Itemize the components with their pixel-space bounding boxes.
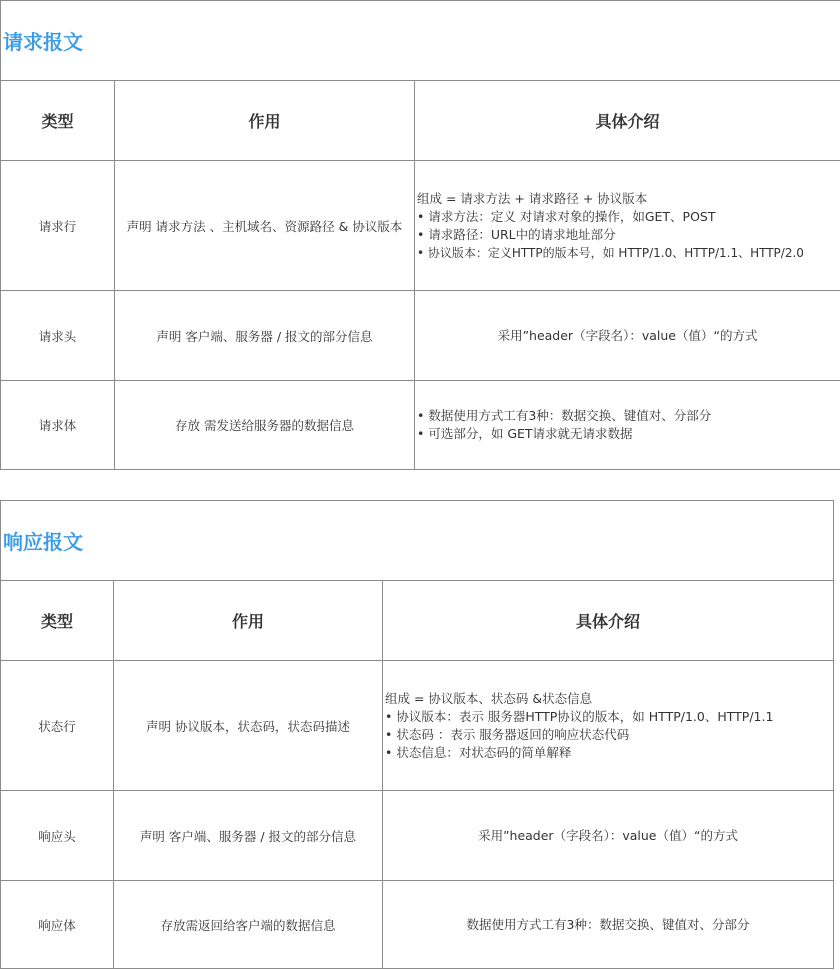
- detail-line: • 请求路径：URL中的请求地址部分: [417, 226, 616, 242]
- row-type-cell: 响应体: [1, 881, 114, 969]
- row-details-cell: [415, 381, 840, 470]
- detail-line: 组成 = 请求方法 + 请求路径 + 协议版本: [417, 190, 648, 206]
- detail-line: 采用”header（字段名）：value（值）“的方式: [478, 827, 738, 843]
- table-title: 响应报文: [3, 530, 83, 554]
- detail-line: • 协议版本：表示 服务器HTTP协议的版本，如 HTTP/1.0、HTTP/1.1: [385, 708, 774, 724]
- detail-line: • 状态信息：对状态码的简单解释: [385, 744, 572, 760]
- row-type-cell: 请求行: [1, 161, 115, 291]
- table-header-row: [1, 581, 834, 661]
- detail-line: 数据使用方式工有3种：数据交换、键值对、分部分: [466, 916, 750, 932]
- column-header-role: 作用: [115, 81, 415, 161]
- detail-line: 组成 = 协议版本、状态码 &状态信息: [385, 690, 593, 706]
- table-row: [1, 661, 834, 791]
- column-header-role: 作用: [114, 581, 383, 661]
- row-role-cell: 存放 需发送给服务器的数据信息: [115, 381, 415, 470]
- row-role-cell: 声明 协议版本，状态码，状态码描述: [114, 661, 383, 791]
- row-details-cell: [415, 291, 840, 381]
- row-role-cell: 存放需返回给客户端的数据信息: [114, 881, 383, 969]
- table-row: [1, 881, 834, 969]
- response-message-table: [0, 500, 834, 969]
- row-details-cell: [383, 791, 834, 881]
- row-details-cell: [415, 161, 840, 291]
- row-type-cell: 响应头: [1, 791, 114, 881]
- row-role-cell: 声明 客户端、服务器 / 报文的部分信息: [114, 791, 383, 881]
- row-details-cell: [383, 661, 834, 791]
- detail-line: • 可选部分，如 GET请求就无请求数据: [417, 426, 633, 441]
- detail-line: • 请求方法：定义 对请求对象的操作，如GET、POST: [417, 208, 716, 224]
- column-header-details: 具体介绍: [415, 81, 840, 161]
- detail-line: • 协议版本：定义HTTP的版本号，如 HTTP/1.0、HTTP/1.1、HTTP/2.0: [417, 245, 804, 260]
- column-header-type: 类型: [1, 81, 115, 161]
- row-type-cell: 请求头: [1, 291, 115, 381]
- table-row: [1, 381, 840, 470]
- table-row: [1, 291, 840, 381]
- table-row: [1, 161, 840, 291]
- column-header-details: 具体介绍: [383, 581, 834, 661]
- detail-line: 采用”header（字段名）：value（值）“的方式: [497, 327, 758, 343]
- table-header-row: [1, 81, 840, 161]
- detail-line: • 数据使用方式工有3种：数据交换、键值对、分部分: [417, 408, 712, 423]
- table-title-cell: [1, 501, 834, 581]
- row-type-cell: 请求体: [1, 381, 115, 470]
- column-header-type: 类型: [1, 581, 114, 661]
- row-role-cell: 声明 请求方法 、主机域名、资源路径 & 协议版本: [115, 161, 415, 291]
- table-title-row: [1, 501, 834, 581]
- detail-line: • 状态码 ：表示 服务器返回的响应状态代码: [385, 726, 630, 742]
- table-title-cell: [1, 1, 840, 81]
- row-role-cell: 声明 客户端、服务器 / 报文的部分信息: [115, 291, 415, 381]
- request-message-table: [0, 0, 840, 470]
- table-title: 请求报文: [3, 30, 83, 54]
- row-details-cell: [383, 881, 834, 969]
- row-type-cell: 状态行: [1, 661, 114, 791]
- table-row: [1, 791, 834, 881]
- table-title-row: [1, 1, 840, 81]
